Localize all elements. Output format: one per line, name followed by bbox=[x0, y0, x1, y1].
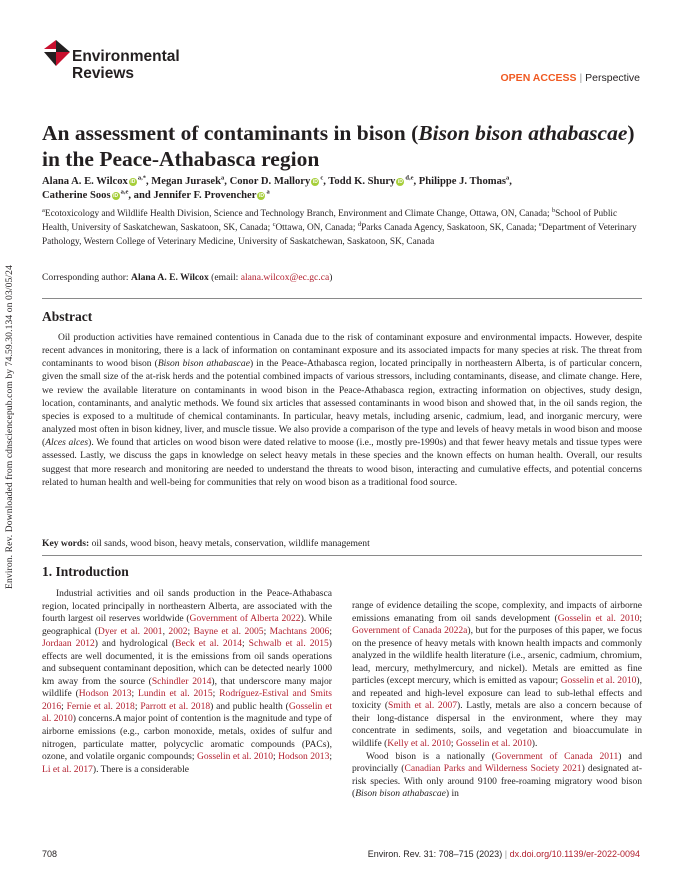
keywords: Key words: oil sands, wood bison, heavy metals, conservation, wildlife management bbox=[42, 538, 370, 549]
orcid-icon[interactable]: iD bbox=[113, 192, 119, 199]
reference-link[interactable]: Gosselin et al. 2010 bbox=[455, 738, 532, 750]
reference-link[interactable]: 2002 bbox=[168, 625, 188, 637]
page-number: 708 bbox=[42, 849, 58, 859]
section-heading: 1. Introduction bbox=[42, 564, 129, 579]
reference-link[interactable]: Rodríguez-Estival and Smits 2016 bbox=[42, 688, 332, 712]
reference-link[interactable]: Gosselin et al. 2010 bbox=[196, 751, 273, 763]
reference-link[interactable]: Li et al. 2017 bbox=[42, 763, 93, 775]
reference-link[interactable]: Canadian Parks and Wilderness Society 2021 bbox=[404, 763, 582, 775]
abstract-heading: Abstract bbox=[42, 309, 93, 324]
body-column-left: Industrial activities and oil sands production in the Peace-Athabasca region, located principally in northeastern Alberta, are associated with the fourth largest oil reserves worldwide (Government of Alberta 2022). While geographical (Dyer et al. 2001, 2002; Bayne et al. 2005; Machtans 2006; Jordaan 2012) and hydrological (Beck et al. 2014; Schwalb et al. 2015) effects are well documented, it is the emissions from oil sands operations and subsequent contaminant deposition, which can be detected nearly 1000 km away from the source (Schindler 2014), that underscore many major wildlife (Hodson 2013; Lundin et al. 2015; Rodríguez-Estival and Smits 2016; Fernie et al. 2018; Parrott et al. 2018) and public health (Gosselin et al. 2010) concerns.A major point of contention is the magnitude and type of airborne emissions (e.g., carbon monoxide, metals, oxides of sulfur and nitrogen, particulate matter, polycyclic aromatic compounds (PACs), ozone, and volatile organic compounds; Gosselin et al. 2010; Hodson 2013; Li et al. 2017). There is a considerable bbox=[42, 588, 333, 775]
author-name[interactable]: Catherine Soos bbox=[42, 189, 111, 201]
reference-link[interactable]: Gosselin et al. 2010 bbox=[557, 612, 640, 624]
reference-link[interactable]: Parrott et al. 2018 bbox=[140, 700, 211, 712]
reference-link[interactable]: Gosselin et al. 2010 bbox=[42, 700, 333, 725]
paragraph: Wood bison is a nationally (Government of Canada 2011) and provincially (Canadian Parks and Wilderness Society 2021) designated at-risk species. With only around 9100 free-roaming migratory wood bison (Bison bison athabascae) in bbox=[352, 750, 642, 800]
reference-link[interactable]: Schindler 2014 bbox=[151, 675, 212, 687]
reference-link[interactable]: Government of Canada 2011 bbox=[494, 750, 619, 762]
journal-name-line2: Reviews bbox=[72, 64, 135, 82]
orcid-icon[interactable]: iD bbox=[258, 192, 264, 199]
author-name[interactable]: Alana A. E. Wilcox bbox=[42, 176, 128, 187]
reference-link[interactable]: Jordaan 2012 bbox=[42, 638, 95, 650]
divider bbox=[42, 298, 642, 299]
reference-link[interactable]: Bayne et al. 2005 bbox=[193, 625, 264, 637]
divider bbox=[42, 555, 642, 556]
header-separator: | bbox=[579, 72, 583, 84]
article-title: An assessment of contaminants in bison (Bison bison athabascae) in the Peace-Athabasca region bbox=[42, 121, 635, 171]
body-column-right: range of evidence detailing the scope, complexity, and impacts of airborne emissions emanating from oil sands development (Gosselin et al. 2010; Government of Canada 2022a), but for the purposes of this paper, we focus on the presence of heavy metals with known health impacts and commonly analyzed in the wildlife health literature (i.e., arsenic, cadmium, chromium, lead, mercury, methylmercury, and nickel). Metals are emitted as fine particles (except mercury, which is emitted as vapour; Gosselin et al. 2010), and repeated and high-level exposure can lead to sub-lethal effects and toxicity (Smith et al. 2007). Lastly, metals are also a concern because of their long-distance dispersal in the environment, where they may concentrate in sediments, soils, and vegetation and bioaccumulate in wildlife (Kelly et al. 2010; Gosselin et al. 2010). Wood bison is a nationally (Government of Canada 2011) and provincially (Canadian Parks and Wilderness Society 2021) designated at-risk species. With only around 9100 free-roaming migratory wood bison (Bison bison athabascae) in bbox=[352, 600, 643, 800]
email-link[interactable]: alana.wilcox@ec.gc.ca bbox=[240, 272, 330, 283]
reference-link[interactable]: Beck et al. 2014 bbox=[175, 638, 243, 650]
reference-link[interactable]: Lundin et al. 2015 bbox=[138, 688, 213, 700]
reference-link[interactable]: Government of Canada 2022a bbox=[352, 625, 468, 637]
reference-link[interactable]: Fernie et al. 2018 bbox=[66, 700, 135, 712]
reference-link[interactable]: Smith et al. 2007 bbox=[388, 700, 458, 712]
orcid-icon[interactable]: iD bbox=[397, 179, 403, 185]
reference-link[interactable]: Hodson 2013 bbox=[278, 751, 330, 763]
article-category: Perspective bbox=[585, 72, 640, 84]
corresponding-author: Corresponding author: Alana A. E. Wilcox (email: alana.wilcox@ec.gc.ca) bbox=[42, 272, 333, 283]
journal-name[interactable] bbox=[72, 49, 180, 82]
journal-name-line1: Environmental bbox=[72, 48, 180, 65]
footer-citation: Environ. Rev. 31: 708–715 (2023) | dx.doi.org/10.1139/er-2022-0094 bbox=[367, 849, 640, 859]
download-watermark: Environ. Rev. Downloaded from cdnsciencepub.com by 74.59.30.134 on 03/05/24 bbox=[4, 265, 15, 589]
reference-link[interactable]: Kelly et al. 2010 bbox=[387, 738, 451, 750]
affiliations: $^a$Ecotoxicology and Wildlife Health Division, Science and Technology Branch, Environment and Climate Change, Ottawa, ON, Canada; $^b$School of Public Health, University of Saskatchewan, Saskatoon, SK, Canada; $^c$Ottawa, ON, Canada; $^d$Parks Canada Agency, Saskatoon, SK, Canada; $^e$Department of Veterinary Pathology, Western College of Veterinary Medicine, University of Saskatchewan, Saskatoon, SK, Canada bbox=[42, 206, 637, 247]
reference-link[interactable]: Gosselin et al. 2010 bbox=[560, 675, 637, 687]
reference-link[interactable]: Dyer et al. 2001 bbox=[97, 625, 163, 637]
doi-link[interactable]: dx.doi.org/10.1139/er-2022-0094 bbox=[509, 849, 640, 859]
abstract-text: Oil production activities have remained contentious in Canada due to the risk of contaminant exposure and environmental impacts. However, despite recent advances in monitoring, there is a lack of information on contaminant exposure and its associated impacts for many species at risk. The threat from contaminants to wood bison (Bison bison athabascae) in the Peace-Athabasca region, located principally in northeastern Alberta, is of particular concern, given the small size of the at-risk herds and the potential combined impacts of various stressors, including contaminants, disease, and climate change. Here, we review the available literature on contaminants in wood bison in the Peace-Athabasca region, extracting information on objectives, study design, location, contaminants, and analytic methods. We found six articles that assessed contaminants in wood bison and showed that, in the oil sands region, the species is exposed to a multitude of chemical contaminants. In particular, heavy metals, including arsenic, cadmium, lead, and inorganic mercury, were analyzed most often in bison kidney, liver, and muscle tissue. We also provide a comparison of the type and levels of heavy metals in wood bison and moose (Alces alces). We found that articles on wood bison were dated relative to moose (i.e., mostly pre-1990s) and that fewer heavy metals and tissue types were assessed. Lastly, we discuss the gaps in knowledge on select heavy metals in these species and the known effects on human health. Overall, our results suggest that more research and monitoring are needed to understand the threats to wood bison, interacting and cumulative effects, and potential concerns related to human health and well-being for communities that rely on wood bison as a traditional food source. bbox=[42, 332, 642, 488]
orcid-icon[interactable]: iD bbox=[312, 179, 318, 185]
reference-link[interactable]: Machtans 2006 bbox=[269, 625, 330, 637]
reference-link[interactable]: Hodson 2013 bbox=[78, 688, 132, 700]
reference-link[interactable]: Schwalb et al. 2015 bbox=[248, 638, 329, 650]
reference-link[interactable]: Government of Alberta 2022 bbox=[189, 613, 301, 625]
article-type-header bbox=[501, 72, 640, 84]
orcid-icon[interactable]: iD bbox=[130, 179, 136, 185]
author-list: Alana A. E. Wilcox $iD^{a,*}$, Megan Jurasek$^a$, Conor D. Mallory $iD^c$, Todd K. Shury iD$^{d,e}$, Philippe J. Thomas$^a$, Catherine Soos iD$^{a,e}$, and Jennifer F. Provencher $iD^a$ bbox=[42, 174, 512, 201]
journal-logo-icon bbox=[42, 40, 72, 68]
open-access-badge: OPEN ACCESS bbox=[500, 72, 577, 84]
